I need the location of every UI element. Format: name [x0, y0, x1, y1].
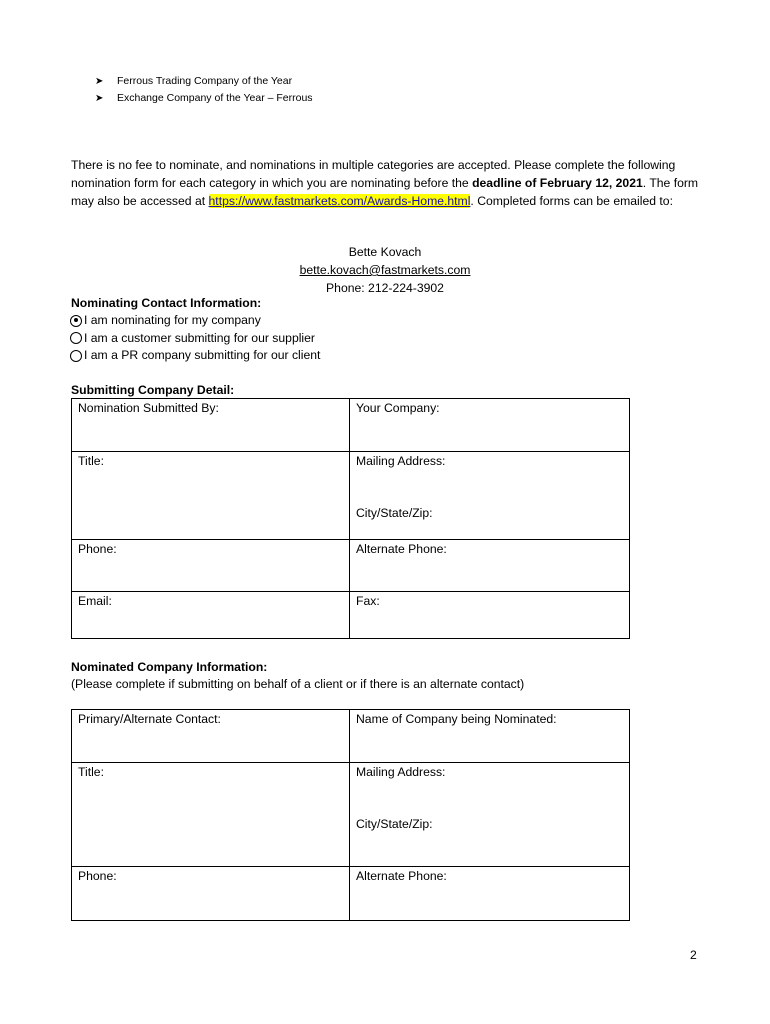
nominated-note: (Please complete if submitting on behalf of a client or if there is an alternate contact): [71, 677, 525, 691]
company-nominated-field[interactable]: Name of Company being Nominated:: [350, 710, 630, 763]
radio-label: I am a PR company submitting for our client: [84, 348, 321, 362]
bullet-text: Exchange Company of the Year – Ferrous: [117, 92, 313, 104]
contact-name: Bette Kovach: [348, 245, 422, 259]
table-row: [72, 540, 630, 592]
arrow-bullet-icon: ➤: [95, 93, 104, 104]
radio-button[interactable]: [70, 332, 82, 344]
nominating-heading: Nominating Contact Information:: [71, 296, 262, 310]
table-row: [72, 763, 630, 867]
table-row: [72, 399, 630, 452]
submitting-company-table: [71, 398, 630, 639]
category-bullet-list: [95, 73, 313, 107]
primary-contact-field[interactable]: Primary/Alternate Contact:: [72, 710, 350, 763]
fax-field[interactable]: Fax:: [350, 592, 630, 639]
radio-label: I am nominating for my company: [84, 313, 261, 327]
page-number: 2: [690, 948, 697, 962]
city-state-zip-label: City/State/Zip:: [356, 817, 433, 831]
title-field[interactable]: Title:: [72, 452, 350, 540]
radio-label: I am a customer submitting for our supplier: [84, 330, 315, 345]
radio-option[interactable]: [70, 347, 320, 365]
phone-field[interactable]: Phone:: [72, 540, 350, 592]
nominating-radio-group: [70, 312, 320, 365]
email-field[interactable]: Email:: [72, 592, 350, 639]
alternate-phone-field[interactable]: Alternate Phone:: [350, 540, 630, 592]
radio-option[interactable]: [70, 330, 320, 348]
table-row: [72, 867, 630, 921]
your-company-field[interactable]: Your Company:: [350, 399, 630, 452]
phone-field[interactable]: Phone:: [72, 867, 350, 921]
city-state-zip-label: City/State/Zip:: [356, 506, 433, 520]
mailing-address-field[interactable]: Mailing Address: City/State/Zip:: [350, 452, 630, 540]
radio-button-selected[interactable]: [70, 315, 82, 327]
nominated-company-table: [71, 709, 630, 921]
mailing-address-field[interactable]: Mailing Address: City/State/Zip:: [350, 763, 630, 867]
contact-email-link[interactable]: bette.kovach@fastmarkets.com: [299, 263, 471, 277]
list-item: [95, 90, 313, 107]
nomination-submitted-by-field[interactable]: Nomination Submitted By:: [72, 399, 350, 452]
nominated-heading: Nominated Company Information:: [71, 660, 268, 674]
contact-block: [0, 243, 770, 297]
list-item: [95, 73, 313, 90]
arrow-bullet-icon: ➤: [95, 76, 104, 87]
awards-link[interactable]: https://www.fastmarkets.com/Awards-Home.html: [208, 194, 471, 208]
table-row: [72, 710, 630, 763]
deadline-text: deadline of February 12, 2021: [472, 176, 643, 190]
intro-text: . The form may also be accessed at: [71, 176, 699, 208]
radio-button[interactable]: [70, 350, 82, 362]
table-row: [72, 592, 630, 639]
table-row: [72, 452, 630, 540]
intro-paragraph: [71, 156, 701, 210]
submitting-heading: Submitting Company Detail:: [71, 383, 235, 397]
contact-phone: Phone: 212-224-3902: [326, 281, 444, 295]
intro-text: . Completed forms can be emailed to:: [470, 194, 673, 208]
radio-option[interactable]: [70, 312, 320, 330]
title-field[interactable]: Title:: [72, 763, 350, 867]
alternate-phone-field[interactable]: Alternate Phone:: [350, 867, 630, 921]
intro-text: There is no fee to nominate, and nominations in multiple categories are accepted. Please complete the following nomination form for each category in which you are nominating before the: [71, 158, 676, 190]
bullet-text: Ferrous Trading Company of the Year: [117, 75, 293, 87]
